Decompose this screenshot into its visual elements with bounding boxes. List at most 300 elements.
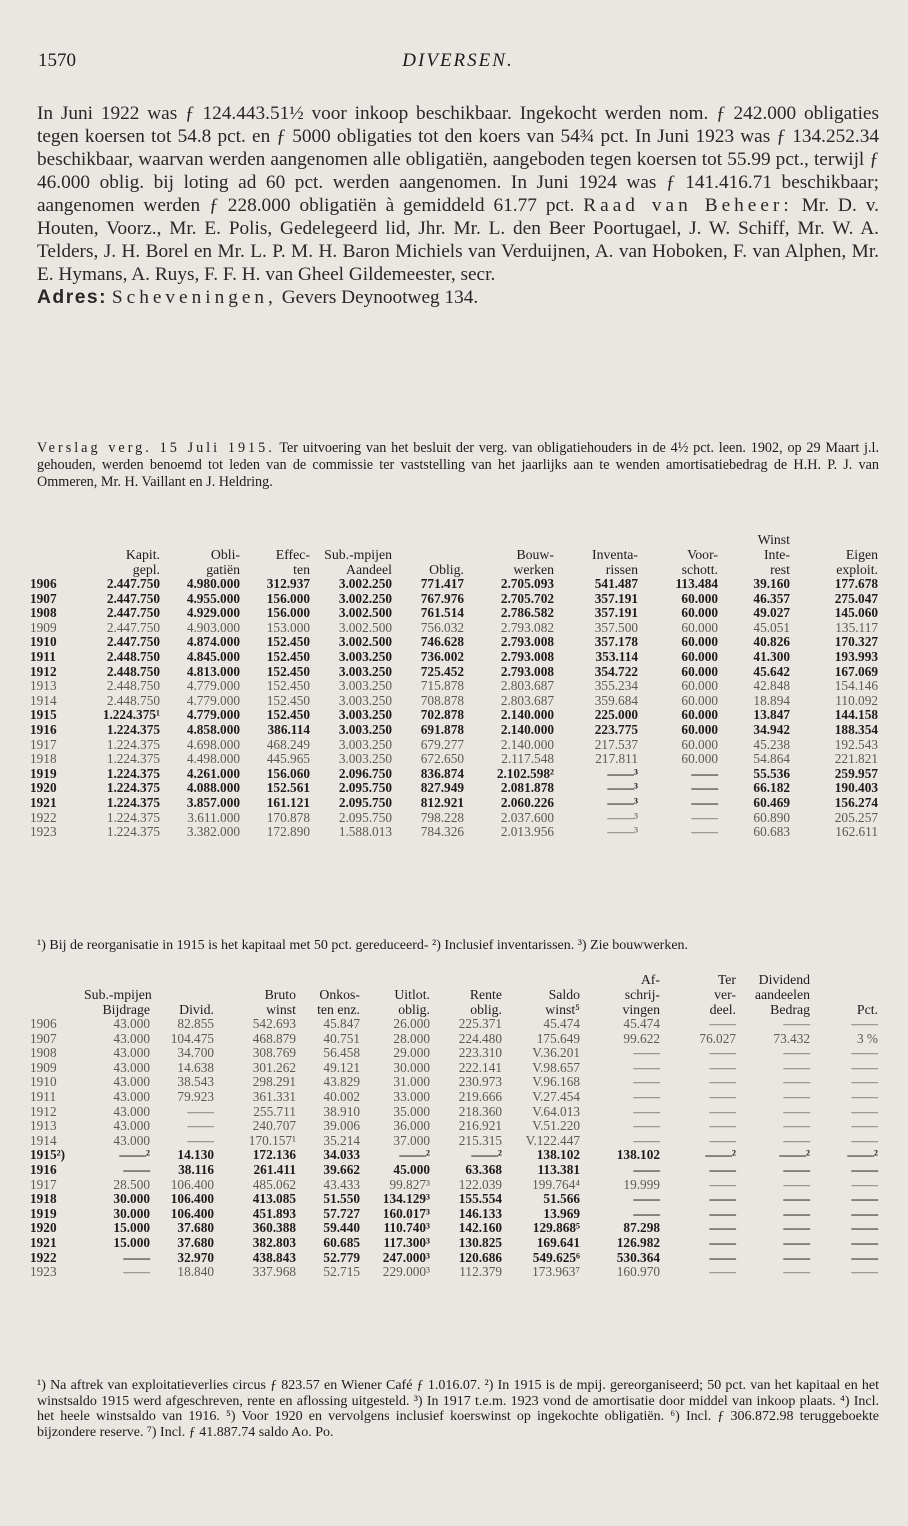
column-header: ten enz.: [317, 1002, 360, 1017]
table-cell: 144.158: [834, 708, 878, 723]
table-cell: 45.000: [393, 1162, 430, 1177]
year-cell: 1913: [30, 1119, 57, 1134]
table-cell: ——: [783, 1017, 810, 1031]
table-cell: 56.458: [323, 1046, 360, 1061]
table-cell: 42.848: [753, 679, 790, 694]
table-cell: ——: [633, 1104, 660, 1119]
table-cell: 812.921: [420, 795, 464, 810]
table-row: [30, 606, 880, 621]
table-cell: 192.543: [834, 737, 878, 752]
table-cell: 30.000: [113, 1192, 150, 1207]
table-cell: 215.315: [458, 1133, 502, 1148]
year-cell: 1919: [30, 1206, 57, 1221]
page-title: DIVERSEN.: [402, 50, 514, 71]
table-row: [30, 621, 880, 636]
table-row: [30, 1163, 880, 1178]
header-row: [30, 972, 880, 987]
table-cell: 468.249: [266, 737, 310, 752]
table-cell: ——²: [705, 1148, 736, 1163]
table-cell: 38.910: [323, 1104, 360, 1119]
table-row: [30, 1134, 880, 1149]
table-row: [30, 1017, 880, 1032]
table-cell: 156.060: [266, 766, 310, 781]
table-cell: 156.000: [266, 606, 310, 621]
table-cell: ——: [783, 1177, 810, 1192]
profit-table: [30, 972, 880, 1280]
table-cell: 2.140.000: [500, 722, 554, 737]
table-cell: ——: [709, 1089, 736, 1104]
table-cell: 2.013.956: [500, 825, 554, 840]
table-row: [30, 592, 880, 607]
table-cell: 46.357: [753, 591, 790, 606]
table-cell: 725.452: [420, 664, 464, 679]
table-row: [30, 577, 880, 592]
table-cell: ——: [633, 1192, 660, 1207]
year-cell: 1907: [30, 1031, 57, 1046]
table-cell: 138.102: [616, 1148, 660, 1163]
table-cell: ——³: [607, 795, 638, 810]
table-cell: 312.937: [266, 577, 310, 591]
year-cell: 1922: [30, 1250, 57, 1265]
table-cell: 49.027: [753, 606, 790, 621]
table-cell: 138.102: [536, 1148, 580, 1163]
table-cell: ——: [709, 1017, 736, 1031]
header-row: [30, 987, 880, 1002]
table-cell: 28.500: [113, 1177, 150, 1192]
table-cell: ——: [851, 1235, 878, 1250]
table-cell: ——: [709, 1265, 736, 1280]
table-cell: 31.000: [393, 1075, 430, 1090]
adres-street: Gevers Deynootweg 134.: [281, 287, 479, 308]
table-cell: 76.027: [699, 1031, 736, 1046]
year-cell: 1916: [30, 722, 57, 737]
column-header: Kapit.: [125, 547, 160, 562]
table-row: [30, 1236, 880, 1251]
table-cell: 63.368: [465, 1162, 502, 1177]
table-cell: 3.002.500: [338, 606, 392, 621]
table-cell: 66.182: [753, 781, 790, 796]
table-cell: V.36.201: [532, 1046, 580, 1061]
table-cell: 43.000: [113, 1119, 150, 1134]
column-header: gatiën: [206, 562, 240, 577]
table-cell: 79.923: [177, 1089, 214, 1104]
table-cell: 60.685: [323, 1235, 360, 1250]
column-header: [556, 532, 640, 547]
table-cell: ——: [851, 1250, 878, 1265]
table-cell: 672.650: [420, 752, 464, 767]
verslag-paragraph: [37, 440, 879, 491]
column-header: oblig.: [398, 1002, 430, 1017]
table-cell: 152.561: [266, 781, 310, 796]
table-cell: ——: [709, 1235, 736, 1250]
table-cell: ——: [633, 1075, 660, 1090]
column-header: [812, 987, 880, 1002]
header-row: [30, 562, 880, 577]
table-row: [30, 796, 880, 811]
adres-label: Adres:: [37, 287, 108, 308]
table-cell: 3.003.250: [338, 722, 392, 737]
column-header: [30, 562, 82, 577]
year-cell: 1915²): [30, 1148, 66, 1163]
footnotes-balance: [37, 938, 879, 954]
table-cell: 3.003.250: [338, 664, 392, 679]
table-row: [30, 1119, 880, 1134]
table-cell: 60.000: [681, 620, 718, 635]
table-cell: 357.191: [594, 606, 638, 621]
column-header: [216, 972, 298, 987]
table-cell: 1.224.375: [106, 752, 160, 767]
table-cell: ——: [633, 1206, 660, 1221]
intro-text: In Juni 1922 was ƒ 124.443.51½ voor inkoop beschikbaar. Ingekocht werden nom. ƒ 242.000 obligaties tegen koersen tot 54.8 pct. en ƒ 5000 obligaties tot den koers van 54¾ pct. In Juni 1923 was ƒ 134.252.34 beschikbaar, waarvan werden aangenomen alle obligatiën, aangeboden tegen koersen tot 55.99 pct., terwijl ƒ 46.000 oblig. bij loting ad 60 pct. werden aangenomen. In Juni 1924 was ƒ 141.416.71 beschikbaar; aangenomen werden ƒ 228.000 obligatiën à gemiddeld 61.77 pct.: [37, 103, 879, 216]
column-header: Divid.: [179, 1002, 214, 1017]
verslag-text: Ter uitvoering van het besluit der verg. van obligatiehouders in de 4½ pct. leen. 1902, op 29 Maart j.l. gehouden, werden benoemd tot leden van de commissie ter vaststelling van het jaarlijks aan te wenden amortisatiebedrag de H.H. P. J. van Ommeren, Mr. H. Vaillant en J. Heldring.: [37, 440, 880, 490]
table-row: [30, 1178, 880, 1193]
table-cell: 1.224.375: [106, 737, 160, 752]
table-cell: 1.224.375¹: [102, 708, 160, 723]
header-row: [30, 1002, 880, 1017]
table-row: [30, 1032, 880, 1047]
table-cell: 106.400: [170, 1177, 214, 1192]
table-cell: 301.262: [252, 1060, 296, 1075]
table-cell: ——: [709, 1177, 736, 1192]
table-cell: 2.060.226: [500, 795, 554, 810]
year-cell: 1909: [30, 1060, 57, 1075]
table-cell: 357.191: [594, 591, 638, 606]
table-cell: 542.693: [252, 1017, 296, 1031]
table-cell: 122.039: [458, 1177, 502, 1192]
column-header: Uitlot.: [394, 987, 430, 1002]
table-cell: 169.641: [536, 1235, 580, 1250]
table-cell: 225.371: [458, 1017, 502, 1031]
table-cell: 229.000³: [382, 1265, 430, 1280]
table-cell: ——²: [119, 1148, 150, 1163]
column-header: Voor-: [687, 547, 718, 562]
table-cell: ——: [633, 1119, 660, 1134]
table-row: [30, 1061, 880, 1076]
year-cell: 1906: [30, 577, 57, 591]
table-row: [30, 723, 880, 738]
table-cell: 255.711: [253, 1104, 296, 1119]
table-cell: ——: [709, 1250, 736, 1265]
table-row: [30, 1251, 880, 1266]
table-cell: 715.878: [420, 679, 464, 694]
table-cell: 836.874: [420, 766, 464, 781]
table-cell: 530.364: [616, 1250, 660, 1265]
table-cell: 34.033: [323, 1148, 360, 1163]
table-row: [30, 825, 880, 840]
table-cell: 82.855: [177, 1017, 214, 1031]
column-header: [30, 532, 82, 547]
table-cell: 230.973: [458, 1075, 502, 1090]
table-cell: 2.803.687: [500, 693, 554, 708]
column-header: ten: [293, 562, 310, 577]
table-cell: 172.890: [266, 825, 310, 840]
table-cell: 60.000: [681, 752, 718, 767]
table-row: [30, 650, 880, 665]
table-cell: 19.999: [623, 1177, 660, 1192]
table-cell: 41.300: [753, 649, 790, 664]
table-cell: 57.727: [323, 1206, 360, 1221]
column-header: [812, 972, 880, 987]
table-row: [30, 694, 880, 709]
column-header: [394, 547, 466, 562]
column-header: [792, 532, 880, 547]
column-header: [640, 532, 720, 547]
table-cell: 219.666: [458, 1089, 502, 1104]
table-cell: ——: [709, 1192, 736, 1207]
table-cell: 45.051: [753, 620, 790, 635]
column-header: Oblig.: [429, 562, 464, 577]
footnote-text: ¹) Na aftrek van exploitatieverlies circus ƒ 823.57 en Wiener Café ƒ 1.016.07. ²) In 1915 is de mpij. gereorganiseerd; 50 pct. van het kapitaal en het winstsaldo 1915 werd afgeschreven, rente en aflossing uitgesteld. ³) In 1917 t.e.m. 1923 vond de amortisatie door middel van inkoop plaats. ⁴) Incl. het heele winstsaldo van 1916. ⁵) Voor 1920 en vervolgens inclusief koerswinst op ingekochte obligatiën. ⁶) Incl. ƒ 306.872.98 teruggeboekte bijzondere reserve. ⁷) Incl. ƒ 41.887.74 saldo Ao. Po.: [37, 1378, 879, 1440]
table-cell: 2.803.687: [500, 679, 554, 694]
table-cell: 60.000: [681, 649, 718, 664]
table-cell: 2.096.750: [338, 766, 392, 781]
table-cell: 217.537: [594, 737, 638, 752]
table-cell: ——: [783, 1250, 810, 1265]
table-cell: 337.968: [252, 1265, 296, 1280]
table-cell: 162.611: [835, 825, 878, 840]
table-cell: 167.069: [834, 664, 878, 679]
column-header: schrij-: [624, 987, 660, 1002]
year-cell: 1920: [30, 1221, 57, 1236]
table-cell: 39.662: [323, 1162, 360, 1177]
table-row: [30, 1221, 880, 1236]
table-cell: V.98.657: [532, 1060, 580, 1075]
table-cell: ——: [709, 1046, 736, 1061]
column-header: Ter: [717, 972, 736, 987]
table-cell: 261.411: [253, 1162, 296, 1177]
table-cell: ——: [783, 1060, 810, 1075]
table-cell: 549.625⁶: [532, 1250, 580, 1265]
table-cell: 451.893: [252, 1206, 296, 1221]
table-cell: 223.310: [458, 1046, 502, 1061]
column-header: exploit.: [836, 562, 878, 577]
table-cell: 2.793.008: [500, 664, 554, 679]
table-cell: 36.000: [393, 1119, 430, 1134]
table-cell: ——: [709, 1133, 736, 1148]
table-cell: ——: [783, 1075, 810, 1090]
table-cell: ——: [783, 1089, 810, 1104]
table-cell: 60.890: [753, 810, 790, 825]
table-cell: 43.433: [323, 1177, 360, 1192]
table-cell: 14.130: [177, 1148, 214, 1163]
table-cell: 152.450: [266, 649, 310, 664]
table-cell: 145.060: [834, 606, 878, 621]
year-cell: 1912: [30, 1104, 57, 1119]
table-cell: 205.257: [834, 810, 878, 825]
table-cell: 216.921: [458, 1119, 502, 1134]
intro-paragraph: [37, 102, 879, 309]
table-cell: 4.779.000: [186, 679, 240, 694]
table-cell: ——²: [399, 1148, 430, 1163]
table-row: [30, 1090, 880, 1105]
table-cell: 438.843: [252, 1250, 296, 1265]
table-cell: 60.000: [681, 679, 718, 694]
table-cell: ——: [709, 1075, 736, 1090]
column-header: schott.: [681, 562, 718, 577]
table-cell: V.51.220: [532, 1119, 580, 1134]
table-cell: 129.868⁵: [532, 1221, 580, 1236]
table-cell: 4.980.000: [186, 577, 240, 591]
table-cell: 99.622: [623, 1031, 660, 1046]
table-cell: ——²: [779, 1148, 810, 1163]
table-cell: 13.847: [753, 708, 790, 723]
table-cell: 4.903.000: [186, 620, 240, 635]
table-cell: 18.840: [177, 1265, 214, 1280]
table-cell: 827.949: [420, 781, 464, 796]
table-cell: 156.000: [266, 591, 310, 606]
table-cell: 2.447.750: [106, 635, 160, 650]
column-header: Rente: [469, 987, 502, 1002]
table-cell: 2.102.598²: [496, 766, 554, 781]
table-cell: 130.825: [458, 1235, 502, 1250]
table-cell: ——: [709, 1119, 736, 1134]
table-cell: 45.474: [543, 1017, 580, 1031]
table-cell: 224.480: [458, 1031, 502, 1046]
year-cell: 1907: [30, 591, 57, 606]
column-header: oblig.: [470, 1002, 502, 1017]
table-cell: 110.092: [835, 693, 878, 708]
table-cell: 3.002.250: [338, 577, 392, 591]
table-cell: ——: [123, 1250, 150, 1265]
table-cell: 798.228: [420, 810, 464, 825]
table-cell: 175.649: [536, 1031, 580, 1046]
table-cell: ——: [633, 1162, 660, 1177]
table-cell: 43.829: [323, 1075, 360, 1090]
table-cell: 3.003.250: [338, 693, 392, 708]
table-cell: ——: [123, 1265, 150, 1280]
table-cell: ——: [691, 766, 718, 781]
column-header: gepl.: [132, 562, 160, 577]
table-cell: 106.400: [170, 1206, 214, 1221]
table-row: [30, 738, 880, 753]
year-cell: 1910: [30, 1075, 57, 1090]
verslag-label: Verslag verg. 15 Juli 1915.: [37, 440, 275, 456]
table-cell: ——: [783, 1221, 810, 1236]
table-cell: 51.566: [543, 1192, 580, 1207]
table-cell: ——³: [607, 810, 638, 825]
table-cell: 413.085: [252, 1192, 296, 1207]
column-header: Bruto: [264, 987, 296, 1002]
table-cell: 49.121: [323, 1060, 360, 1075]
table-cell: 1.224.375: [106, 722, 160, 737]
table-cell: 60.683: [753, 825, 790, 840]
table-cell: 702.878: [420, 708, 464, 723]
table-cell: 4.845.000: [186, 649, 240, 664]
adres-place: Scheveningen,: [111, 287, 277, 308]
table-cell: 2.140.000: [500, 737, 554, 752]
table-cell: 357.500: [594, 620, 638, 635]
table-cell: 199.764⁴: [532, 1177, 580, 1192]
table-cell: 354.722: [594, 664, 638, 679]
table-cell: ——: [709, 1104, 736, 1119]
table-cell: 52.779: [323, 1250, 360, 1265]
table-cell: 190.403: [834, 781, 878, 796]
table-cell: 3.382.000: [186, 825, 240, 840]
year-cell: 1908: [30, 1046, 57, 1061]
table-cell: 134.129³: [382, 1192, 430, 1207]
table-row: [30, 811, 880, 826]
table-row: [30, 1207, 880, 1222]
table-cell: ——²: [471, 1148, 502, 1163]
table-cell: 14.638: [177, 1060, 214, 1075]
column-header: Dividend: [758, 972, 810, 987]
table-cell: 60.000: [681, 606, 718, 621]
table-cell: 40.002: [323, 1089, 360, 1104]
table-cell: 1.588.013: [338, 825, 392, 840]
table-cell: 172.136: [252, 1148, 296, 1163]
table-cell: 708.878: [420, 693, 464, 708]
table-cell: 247.000³: [382, 1250, 430, 1265]
table-cell: 4.698.000: [186, 737, 240, 752]
table-cell: 18.894: [753, 693, 790, 708]
table-cell: 60.000: [681, 664, 718, 679]
year-cell: 1909: [30, 620, 57, 635]
table-cell: 225.000: [594, 708, 638, 723]
table-row: [30, 781, 880, 796]
year-cell: 1906: [30, 1017, 57, 1031]
table-cell: ——: [633, 1060, 660, 1075]
table-cell: 28.000: [393, 1031, 430, 1046]
table-cell: 126.982: [616, 1235, 660, 1250]
table-cell: 60.000: [681, 635, 718, 650]
table-cell: 43.000: [113, 1133, 150, 1148]
table-cell: ——: [633, 1089, 660, 1104]
table-cell: 445.965: [266, 752, 310, 767]
year-cell: 1915: [30, 708, 57, 723]
table-cell: 13.969: [543, 1206, 580, 1221]
table-cell: ——: [783, 1133, 810, 1148]
column-header: [162, 532, 242, 547]
column-header: winst: [266, 1002, 296, 1017]
table-cell: 152.450: [266, 708, 310, 723]
table-row: [30, 708, 880, 723]
table-cell: ——: [709, 1162, 736, 1177]
table-cell: 193.993: [834, 649, 878, 664]
table-cell: ——: [851, 1017, 878, 1031]
table-cell: 155.554: [458, 1192, 502, 1207]
table-cell: 35.000: [393, 1104, 430, 1119]
table-cell: 40.826: [753, 635, 790, 650]
table-row: [30, 679, 880, 694]
table-cell: 104.475: [170, 1031, 214, 1046]
table-cell: 3.002.500: [338, 635, 392, 650]
table-cell: 4.779.000: [186, 708, 240, 723]
table-cell: 359.684: [594, 693, 638, 708]
table-cell: 59.440: [323, 1221, 360, 1236]
table-cell: 55.536: [753, 766, 790, 781]
table-cell: ——: [691, 825, 718, 840]
table-cell: 2.095.750: [338, 781, 392, 796]
table-cell: ——: [851, 1089, 878, 1104]
table-cell: 37.680: [177, 1235, 214, 1250]
year-cell: 1917: [30, 1177, 57, 1192]
table-cell: ——: [851, 1119, 878, 1134]
table-cell: 4.929.000: [186, 606, 240, 621]
column-header: winst⁵: [545, 1002, 580, 1017]
table-cell: 154.146: [834, 679, 878, 694]
table-cell: 60.000: [681, 722, 718, 737]
table-cell: 691.878: [420, 722, 464, 737]
table-cell: 39.006: [323, 1119, 360, 1134]
table-cell: 756.032: [420, 620, 464, 635]
column-header: [466, 532, 556, 547]
table-cell: 60.000: [681, 693, 718, 708]
column-header: [152, 972, 216, 987]
table-row: [30, 665, 880, 680]
table-cell: 33.000: [393, 1089, 430, 1104]
table-cell: V.64.013: [532, 1104, 580, 1119]
